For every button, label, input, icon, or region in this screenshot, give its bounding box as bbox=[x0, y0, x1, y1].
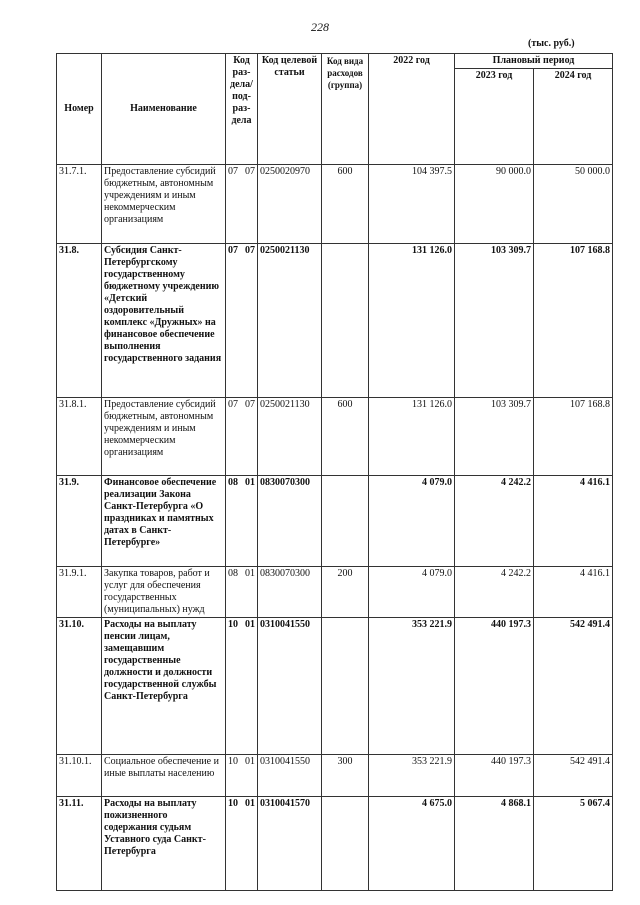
row-target-code: 0250021130 bbox=[258, 244, 322, 398]
header-section-code: Код раз-дела/ под-раз-дела bbox=[226, 54, 258, 165]
row-name: Субсидия Санкт-Петербургскому государственному бюджетному учреждению «Детский оздоровительный комплекс «Дружных» на финансовое обеспечение выполнения государственного задания bbox=[102, 244, 226, 398]
header-year-2024: 2024 год bbox=[534, 69, 613, 165]
row-section: 10 bbox=[228, 619, 238, 630]
row-name: Предоставление субсидий бюджетным, автономным учреждениям и иным некоммерческим организациям bbox=[102, 165, 226, 244]
row-2023: 90 000.0 bbox=[455, 165, 534, 244]
table-row bbox=[57, 567, 613, 618]
row-2024: 4 416.1 bbox=[534, 567, 613, 618]
table-row bbox=[57, 165, 613, 244]
row-2023: 4 242.2 bbox=[455, 567, 534, 618]
table-row bbox=[57, 398, 613, 476]
row-section: 07 bbox=[228, 399, 238, 410]
row-number: 31.8.1. bbox=[57, 398, 102, 476]
row-2022: 131 126.0 bbox=[369, 398, 455, 476]
row-2024: 4 416.1 bbox=[534, 476, 613, 567]
row-number: 31.10.1. bbox=[57, 755, 102, 797]
row-2022: 4 079.0 bbox=[369, 567, 455, 618]
row-section-code bbox=[226, 755, 258, 797]
row-2023: 4 868.1 bbox=[455, 797, 534, 891]
row-target-code: 0310041550 bbox=[258, 755, 322, 797]
table-row bbox=[57, 244, 613, 398]
row-2022: 353 221.9 bbox=[369, 755, 455, 797]
table-row bbox=[57, 755, 613, 797]
row-2022: 104 397.5 bbox=[369, 165, 455, 244]
row-2024: 5 067.4 bbox=[534, 797, 613, 891]
header-expense-code: Код вида расходов (группа) bbox=[322, 54, 369, 165]
table-row bbox=[57, 476, 613, 567]
row-2023: 103 309.7 bbox=[455, 398, 534, 476]
row-subsection: 07 bbox=[245, 166, 255, 177]
row-expense-code: 600 bbox=[322, 398, 369, 476]
row-subsection: 01 bbox=[245, 798, 255, 809]
row-target-code: 0830070300 bbox=[258, 476, 322, 567]
row-name: Расходы на выплату пенсии лицам, замещавшим государственные должности и должности государственной службы Санкт-Петербурга bbox=[102, 618, 226, 755]
table-body bbox=[57, 165, 613, 891]
header-year-2022: 2022 год bbox=[369, 54, 455, 165]
row-section: 08 bbox=[228, 568, 238, 579]
row-name: Расходы на выплату пожизненного содержания судьям Уставного суда Санкт-Петербурга bbox=[102, 797, 226, 891]
table-header bbox=[57, 54, 613, 165]
row-target-code: 0250020970 bbox=[258, 165, 322, 244]
row-expense-code bbox=[322, 797, 369, 891]
row-section-code bbox=[226, 567, 258, 618]
row-name: Предоставление субсидий бюджетным, автономным учреждениям и иным некоммерческим организациям bbox=[102, 398, 226, 476]
row-expense-code: 200 bbox=[322, 567, 369, 618]
row-subsection: 01 bbox=[245, 619, 255, 630]
row-number: 31.11. bbox=[57, 797, 102, 891]
row-2022: 4 675.0 bbox=[369, 797, 455, 891]
row-2022: 353 221.9 bbox=[369, 618, 455, 755]
table-row bbox=[57, 618, 613, 755]
row-section: 08 bbox=[228, 477, 238, 488]
table-row bbox=[57, 797, 613, 891]
row-section-code bbox=[226, 797, 258, 891]
row-number: 31.7.1. bbox=[57, 165, 102, 244]
row-subsection: 07 bbox=[245, 399, 255, 410]
row-section: 07 bbox=[228, 166, 238, 177]
row-section-code bbox=[226, 618, 258, 755]
row-2024: 50 000.0 bbox=[534, 165, 613, 244]
row-target-code: 0310041570 bbox=[258, 797, 322, 891]
row-section: 10 bbox=[228, 756, 238, 767]
row-number: 31.10. bbox=[57, 618, 102, 755]
row-name: Финансовое обеспечение реализации Закона Санкт-Петербурга «О праздниках и памятных датах в Санкт-Петербурге» bbox=[102, 476, 226, 567]
row-section: 07 bbox=[228, 245, 238, 256]
header-target-code: Код целевой статьи bbox=[258, 54, 322, 165]
row-2024: 107 168.8 bbox=[534, 244, 613, 398]
row-subsection: 01 bbox=[245, 756, 255, 767]
row-name: Социальное обеспечение и иные выплаты населению bbox=[102, 755, 226, 797]
row-expense-code: 300 bbox=[322, 755, 369, 797]
row-number: 31.9.1. bbox=[57, 567, 102, 618]
row-2023: 103 309.7 bbox=[455, 244, 534, 398]
row-subsection: 07 bbox=[245, 245, 255, 256]
row-section-code bbox=[226, 476, 258, 567]
header-planning-period: Плановый период bbox=[455, 54, 613, 69]
budget-table bbox=[56, 53, 613, 891]
row-subsection: 01 bbox=[245, 568, 255, 579]
row-expense-code bbox=[322, 618, 369, 755]
header-name: Наименование bbox=[102, 54, 226, 165]
row-expense-code: 600 bbox=[322, 165, 369, 244]
row-section-code bbox=[226, 398, 258, 476]
row-2022: 131 126.0 bbox=[369, 244, 455, 398]
row-2024: 107 168.8 bbox=[534, 398, 613, 476]
row-2023: 440 197.3 bbox=[455, 755, 534, 797]
row-section: 10 bbox=[228, 798, 238, 809]
row-expense-code bbox=[322, 244, 369, 398]
row-2023: 4 242.2 bbox=[455, 476, 534, 567]
page-number: 228 bbox=[311, 20, 329, 34]
header-year-2023: 2023 год bbox=[455, 69, 534, 165]
row-section-code bbox=[226, 165, 258, 244]
row-name: Закупка товаров, работ и услуг для обеспечения государственных (муниципальных) нужд bbox=[102, 567, 226, 618]
row-target-code: 0830070300 bbox=[258, 567, 322, 618]
row-2023: 440 197.3 bbox=[455, 618, 534, 755]
row-target-code: 0310041550 bbox=[258, 618, 322, 755]
row-2022: 4 079.0 bbox=[369, 476, 455, 567]
row-2024: 542 491.4 bbox=[534, 618, 613, 755]
row-expense-code bbox=[322, 476, 369, 567]
row-section-code bbox=[226, 244, 258, 398]
header-number: Номер bbox=[57, 54, 102, 165]
row-2024: 542 491.4 bbox=[534, 755, 613, 797]
units-label: (тыс. руб.) bbox=[528, 38, 575, 49]
row-subsection: 01 bbox=[245, 477, 255, 488]
row-target-code: 0250021130 bbox=[258, 398, 322, 476]
row-number: 31.9. bbox=[57, 476, 102, 567]
row-number: 31.8. bbox=[57, 244, 102, 398]
